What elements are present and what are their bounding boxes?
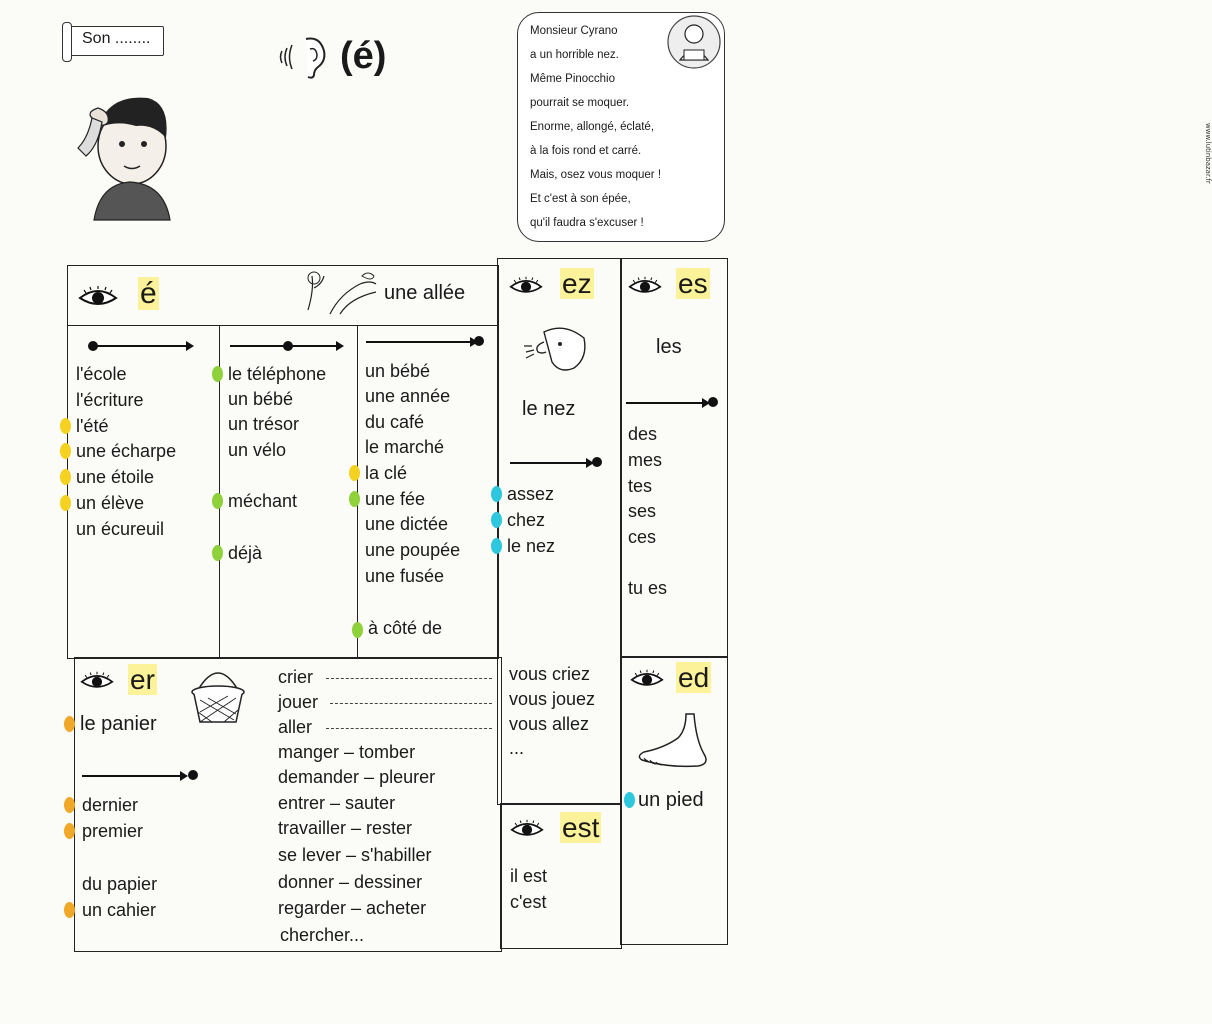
word-es: tes [628,476,653,496]
verb-item: donner – dessiner [278,872,423,892]
word-e-start: une étoile [76,467,155,487]
poem-line: Même Pinocchio [530,73,616,85]
word-er: dernier [82,795,139,815]
example-ed: un pied [638,789,704,811]
word-er: du papier [82,874,158,894]
verb-item: crier [278,667,313,687]
verb-item: chercher... [280,925,365,945]
poem-line: Mais, osez vous moquer ! [530,169,662,181]
section-title-ed: ed [678,662,710,693]
eye-icon [80,670,114,692]
word-e-middle: déjà [228,543,263,563]
ear-icon [278,35,334,79]
word-e-start: un écureuil [76,519,165,539]
word-e-end: un bébé [365,361,431,381]
position-start-arrow [92,345,192,347]
dashed-connector [326,678,492,679]
conjugated-verb: vous allez [509,714,590,734]
word-e-end: une année [365,386,451,406]
word-er: premier [82,821,144,841]
boy-listening-illustration [72,88,184,220]
poem-line: Enorme, allongé, éclaté, [530,121,655,133]
word-e-start: un élève [76,493,145,513]
son-scroll [66,22,162,58]
word-es: des [628,424,658,444]
section-title-e: é [140,277,157,310]
section-title-est: est [562,812,600,843]
verb-item: aller [278,717,313,737]
word-e-start: l'écriture [76,390,144,410]
section-title-ez: ez [562,268,592,299]
word-est: c'est [510,892,547,912]
reader-child-icon [666,14,722,70]
example-es: les [656,336,682,358]
word-e-middle: un bébé [228,389,294,409]
nose-face-icon [520,322,590,378]
position-end-arrow [366,341,476,343]
conjugated-verb: vous criez [509,664,591,684]
word-ez: chez [507,510,546,530]
verb-item: regarder – acheter [278,898,427,918]
word-es: ces [628,527,657,547]
word-ez: assez [507,484,555,504]
poem-line: pourrait se moquer. [530,97,630,109]
word-e-end: la clé [365,463,408,483]
poem-line: Monsieur Cyrano [530,25,618,37]
son-label: Son ........ [82,30,151,47]
word-er: un cahier [82,900,157,920]
word-e-middle: un vélo [228,440,287,460]
word-e-end: du café [365,412,425,432]
example-er: le panier [80,713,157,735]
eye-icon [78,284,118,310]
position-end-arrow [626,402,708,404]
word-e-start: l'été [76,416,109,436]
site-watermark: www.lutinbazar.fr [1204,123,1212,184]
verb-item: entrer – sauter [278,793,396,813]
word-e-end: une poupée [365,540,461,560]
poem-line: qu'il faudra s'excuser ! [530,217,644,229]
verb-item: demander – pleurer [278,767,436,787]
foot-icon [636,712,716,770]
section-title-er: er [130,664,155,695]
verb-item: manger – tomber [278,742,416,762]
dashed-connector [330,703,492,704]
example-ez: le nez [522,398,576,420]
verb-item: jouer [278,692,319,712]
dashed-connector [326,728,492,729]
verb-item: se lever – s'habiller [278,845,432,865]
conjugated-verb: vous jouez [509,689,596,709]
eye-icon [510,818,544,840]
word-es: mes [628,450,663,470]
word-e-start: l'école [76,364,127,384]
eye-icon [509,275,543,297]
word-e-middle: méchant [228,491,298,511]
basket-icon [188,668,248,726]
word-ez: le nez [507,536,556,556]
word-e-middle: un trésor [228,414,300,434]
eye-icon [630,668,664,690]
word-e-end: une dictée [365,514,449,534]
word-e-start: une écharpe [76,441,177,461]
example-e: une allée [384,282,466,304]
poem-line: Et c'est à son épée, [530,193,631,205]
word-e-end: à côté de [368,618,443,638]
verb-item: travailler – rester [278,818,413,838]
sound-title: (é) [340,35,387,77]
conjugated-verb: ... [509,738,525,758]
word-e-end: le marché [365,437,445,457]
position-end-arrow [510,462,592,464]
word-es: ses [628,501,657,521]
word-est: il est [510,866,548,886]
poem-line: à la fois rond et carré. [530,145,642,157]
word-e-end: une fée [365,489,426,509]
word-es: tu es [628,578,668,598]
alley-trees-icon [300,270,378,316]
poem-line: a un horrible nez. [530,49,619,61]
position-end-arrow [82,775,186,777]
section-title-es: es [678,268,708,299]
word-e-middle: le téléphone [228,364,327,384]
eye-icon [628,275,662,297]
word-e-end: une fusée [365,566,445,586]
